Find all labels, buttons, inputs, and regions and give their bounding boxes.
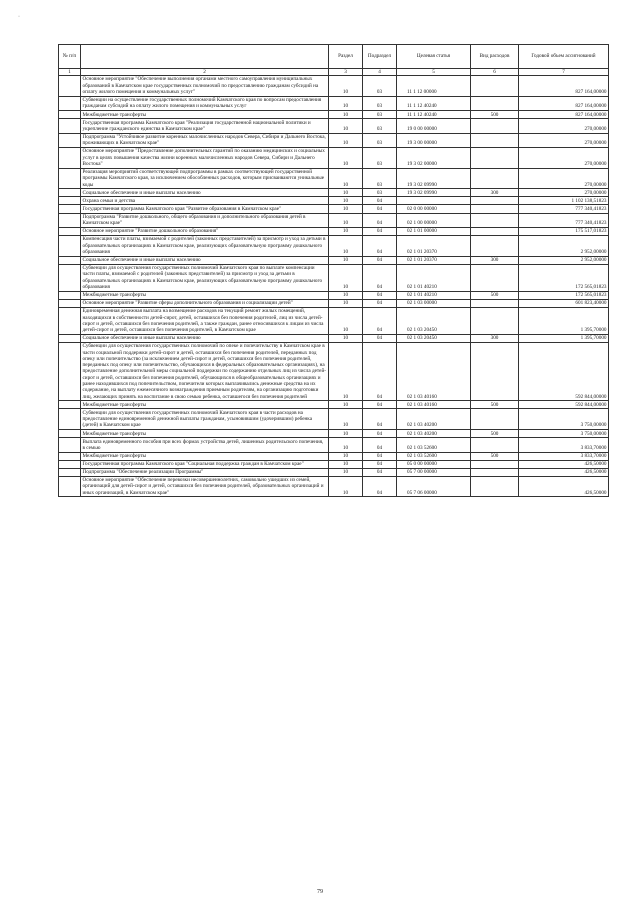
cell-sum: 2 952,00000 [519, 235, 609, 256]
cell-num [59, 401, 81, 409]
cell-sum: 1 102 138,51823 [519, 197, 609, 205]
cell-csr: 05 7 06 00000 [397, 476, 471, 497]
cell-num [59, 299, 81, 307]
cell-razdel: 10 [329, 438, 363, 452]
cell-name: Выплата единовременного пособия при всех формах устройства детей, лишенных родительского попечения, в семью [81, 438, 329, 452]
cell-csr: 19 3 02 09990 [397, 189, 471, 197]
cell-razdel: 10 [329, 147, 363, 168]
cell-name: Основное мероприятие "Развитие сферы дополнительного образования и социализации детей" [81, 299, 329, 307]
cell-csr: 02 1 00 00000 [397, 213, 471, 227]
cell-name: Межбюджетные трансферты [81, 291, 329, 299]
cell-razdel: 10 [329, 205, 363, 213]
cell-razdel: 10 [329, 111, 363, 119]
cell-sum: 1 395,70000 [519, 334, 609, 342]
table-row [59, 460, 609, 468]
cell-razdel: 10 [329, 256, 363, 264]
cell-vr: 300 [471, 189, 519, 197]
cell-num [59, 468, 81, 476]
table-row [59, 256, 609, 264]
table-row [59, 111, 609, 119]
cell-name: Подпрограмма "Обеспечение реализации Программы" [81, 468, 329, 476]
cell-csr: 02 1 01 40210 [397, 264, 471, 291]
cell-vr [471, 119, 519, 133]
cell-csr: 19 3 02 09990 [397, 168, 471, 189]
cell-podrazdel: 04 [363, 197, 397, 205]
table-row [59, 76, 609, 97]
table-row [59, 430, 609, 438]
budget-table-sheet [58, 44, 608, 497]
cell-sum: 3 833,70000 [519, 438, 609, 452]
table-row [59, 213, 609, 227]
cell-sum: 2 952,00000 [519, 256, 609, 264]
header-vr: Вид расходов [471, 45, 519, 69]
cell-csr: 11 1 12 40240 [397, 96, 471, 110]
table-row [59, 334, 609, 342]
table-row [59, 401, 609, 409]
cell-name: Основное мероприятие "Обеспечение перевозки несовершеннолетних, самовольно ушедших из семей, организаций для детей-сирот и детей, оставшихся без попечения родителей, образовательных организаций и иных организаций, в Камчатском крае" [81, 476, 329, 497]
cell-podrazdel: 03 [363, 111, 397, 119]
cell-sum: 270,00000 [519, 119, 609, 133]
cell-num [59, 307, 81, 334]
table-row [59, 119, 609, 133]
cell-name: Социальное обеспечение и иные выплаты населению [81, 189, 329, 197]
cell-razdel: 10 [329, 119, 363, 133]
cell-sum: 172 565,01823 [519, 264, 609, 291]
cell-num [59, 189, 81, 197]
table-row [59, 307, 609, 334]
col-index: 1 [59, 68, 81, 75]
cell-sum: 777 340,41823 [519, 205, 609, 213]
cell-name: Социальное обеспечение и иные выплаты населению [81, 256, 329, 264]
cell-csr: 02 1 03 40160 [397, 342, 471, 400]
cell-podrazdel: 04 [363, 235, 397, 256]
cell-razdel: 10 [329, 342, 363, 400]
cell-podrazdel: 03 [363, 168, 397, 189]
cell-name: Единовременная денежная выплата на возмещение расходов на текущий ремонт жилых помещений, находящихся в собственности детей-сирот, детей, оставшихся без попечения родителей, лиц из числа детей-сирот и детей, оставшихся без попечения родителей, а также граждан, ранее относившихся к лицам из числа детей-сирот и детей, оставшихся без попечения родителей, в Камчатском крае [81, 307, 329, 334]
cell-vr [471, 205, 519, 213]
cell-csr: 19 3 00 00000 [397, 133, 471, 147]
cell-csr: 02 1 03 00000 [397, 299, 471, 307]
cell-sum: 827 164,00000 [519, 111, 609, 119]
cell-vr [471, 476, 519, 497]
cell-num [59, 476, 81, 497]
table-row [59, 476, 609, 497]
cell-name: Реализация мероприятий соответствующей подпрограммы в рамках соответствующей государственной программы Камчатского края, за исключением обособленных расходов, которым присваиваются уникальные коды [81, 168, 329, 189]
cell-name: Субвенции для осуществления государственных полномочий по опеке и попечительству в Камчатском крае в части социальной поддержки детей-сирот и детей, оставшихся без попечения родителей, переданных под опеку или попечительство (за исключением детей-сирот и детей, оставшихся без попечения родителей, переданных под опеку или попечительство, обучающихся в федеральных образовательных организациях), на предоставление дополнительной меры социальной поддержки по содержанию отдельных лиц из числа детей-сирот и детей, оставшихся без попечения родителей, обучающихся в общеобразовательных организациях и ранее находившихся под попечительством, попечители которых выплачивались денежные средства на их содержание, на выплату ежемесячного вознаграждения приемным родителям, на организацию подготовки лиц, желающих принять на воспитание в свою семью ребенка, оставшегося без попечения родителей [81, 342, 329, 400]
col-index: 3 [329, 68, 363, 75]
cell-vr [471, 299, 519, 307]
cell-podrazdel: 04 [363, 291, 397, 299]
cell-razdel: 10 [329, 76, 363, 97]
cell-vr [471, 460, 519, 468]
cell-razdel: 10 [329, 307, 363, 334]
cell-name: Государственная программа Камчатского края "Социальная поддержка граждан в Камчатском крае" [81, 460, 329, 468]
cell-sum: 175 517,01823 [519, 227, 609, 235]
header-sum: Годовой объем ассигнований [519, 45, 609, 69]
cell-podrazdel: 04 [363, 468, 397, 476]
cell-num [59, 334, 81, 342]
cell-sum: 592 844,00000 [519, 342, 609, 400]
cell-razdel: 10 [329, 96, 363, 110]
table-row [59, 438, 609, 452]
table-row [59, 189, 609, 197]
cell-num [59, 147, 81, 168]
cell-podrazdel: 04 [363, 430, 397, 438]
cell-num [59, 235, 81, 256]
cell-csr: 02 1 03 52600 [397, 452, 471, 460]
table-row [59, 264, 609, 291]
cell-csr: 05 0 00 00000 [397, 460, 471, 468]
cell-vr [471, 227, 519, 235]
cell-num [59, 438, 81, 452]
cell-podrazdel: 03 [363, 189, 397, 197]
cell-csr: 19 3 02 00000 [397, 147, 471, 168]
table-row [59, 197, 609, 205]
cell-vr [471, 409, 519, 430]
col-index: 5 [397, 68, 471, 75]
page-number: 79 [317, 889, 323, 895]
cell-name: Субвенции для осуществления государственных полномочий Камчатского края в части расходов на предоставление единовременной денежной выплаты гражданам, усыновившим (удочерившим) ребенка (детей) в Камчатском крае [81, 409, 329, 430]
cell-vr [471, 342, 519, 400]
header-num: № п/п [59, 45, 81, 69]
cell-csr: 02 1 03 52600 [397, 438, 471, 452]
cell-num [59, 76, 81, 97]
cell-csr: 02 1 01 20370 [397, 256, 471, 264]
cell-razdel: 10 [329, 334, 363, 342]
cell-csr: 02 0 00 00000 [397, 205, 471, 213]
cell-num [59, 291, 81, 299]
cell-vr: 500 [471, 452, 519, 460]
header-name [81, 45, 329, 69]
cell-razdel: 10 [329, 468, 363, 476]
cell-num [59, 119, 81, 133]
table-row [59, 133, 609, 147]
cell-name: Подпрограмма "Развитие дошкольного, общего образования и дополнительного образования детей в Камчатском крае" [81, 213, 329, 227]
table-row [59, 342, 609, 400]
cell-num [59, 96, 81, 110]
cell-sum: 827 164,00000 [519, 96, 609, 110]
table-row [59, 168, 609, 189]
cell-csr [397, 197, 471, 205]
cell-vr [471, 147, 519, 168]
cell-razdel: 10 [329, 168, 363, 189]
cell-name: Основное мероприятие "Предоставление дополнительных гарантий по оказанию медицинских и социальных услуг в целях повышения качества жизни коренных малочисленных народов Севера, Сибири и Дальнего Востока" [81, 147, 329, 168]
cell-vr [471, 168, 519, 189]
cell-num [59, 342, 81, 400]
cell-razdel: 10 [329, 213, 363, 227]
cell-num [59, 409, 81, 430]
cell-num [59, 452, 81, 460]
table-row [59, 235, 609, 256]
cell-name: Межбюджетные трансферты [81, 430, 329, 438]
cell-vr [471, 264, 519, 291]
cell-num [59, 256, 81, 264]
col-index: 4 [363, 68, 397, 75]
cell-sum: 426,50000 [519, 460, 609, 468]
cell-vr [471, 76, 519, 97]
cell-vr: 300 [471, 256, 519, 264]
cell-podrazdel: 03 [363, 96, 397, 110]
cell-name: Государственная программа Камчатского края "Развитие образования в Камчатском крае" [81, 205, 329, 213]
cell-vr [471, 307, 519, 334]
cell-csr: 02 1 01 00000 [397, 227, 471, 235]
cell-sum: 3 750,00000 [519, 430, 609, 438]
cell-podrazdel: 04 [363, 460, 397, 468]
cell-razdel: 10 [329, 430, 363, 438]
col-index: 7 [519, 68, 609, 75]
table-row [59, 227, 609, 235]
cell-csr: 02 1 01 20370 [397, 235, 471, 256]
cell-vr [471, 133, 519, 147]
cell-podrazdel: 04 [363, 438, 397, 452]
cell-csr: 02 1 03 20450 [397, 307, 471, 334]
cell-csr: 11 1 12 40240 [397, 111, 471, 119]
cell-csr: 02 1 03 20450 [397, 334, 471, 342]
cell-vr: 500 [471, 291, 519, 299]
cell-name: Социальное обеспечение и иные выплаты населению [81, 334, 329, 342]
table-row [59, 468, 609, 476]
cell-podrazdel: 03 [363, 119, 397, 133]
cell-podrazdel: 04 [363, 334, 397, 342]
cell-csr: 02 1 01 40210 [397, 291, 471, 299]
column-index-row [59, 68, 609, 75]
cell-num [59, 227, 81, 235]
cell-name: Основное мероприятие "Обеспечение выполнения органами местного самоуправления муниципальных образований в Камчатском крае государственных полномочий по предоставлению гражданам субсидий на оплату жилого помещения и коммунальных услуг" [81, 76, 329, 97]
cell-sum: 172 565,01823 [519, 291, 609, 299]
cell-num [59, 213, 81, 227]
cell-csr: 02 1 03 40200 [397, 409, 471, 430]
cell-name: Межбюджетные трансферты [81, 111, 329, 119]
cell-sum: 1 395,70000 [519, 307, 609, 334]
table-header-row [59, 45, 609, 69]
cell-name: Охрана семьи и детства [81, 197, 329, 205]
col-index: 6 [471, 68, 519, 75]
cell-num [59, 197, 81, 205]
cell-vr: 500 [471, 111, 519, 119]
cell-csr: 19 0 00 00000 [397, 119, 471, 133]
cell-podrazdel: 04 [363, 401, 397, 409]
cell-podrazdel: 04 [363, 409, 397, 430]
cell-vr: 300 [471, 334, 519, 342]
cell-razdel: 10 [329, 460, 363, 468]
cell-sum: 270,00000 [519, 147, 609, 168]
cell-podrazdel: 04 [363, 256, 397, 264]
cell-sum: 426,50000 [519, 476, 609, 497]
table-row [59, 452, 609, 460]
cell-vr [471, 235, 519, 256]
header-csr: Целевая статья [397, 45, 471, 69]
cell-podrazdel: 04 [363, 307, 397, 334]
cell-sum: 3 833,70000 [519, 452, 609, 460]
cell-name: Компенсация части платы, взимаемой с родителей (законных представителей) за присмотр и уход за детьми в образовательных организациях в Камчатском крае, реализующих образовательную программу дошкольного образования [81, 235, 329, 256]
cell-num [59, 460, 81, 468]
cell-sum: 270,00000 [519, 189, 609, 197]
cell-csr: 02 1 03 40200 [397, 430, 471, 438]
cell-csr: 02 1 03 40160 [397, 401, 471, 409]
table-row [59, 291, 609, 299]
cell-name: Субвенции для осуществления государственных полномочий Камчатского края по выплате компенсации части платы, взимаемой с родителей (законных представителей) за присмотр и уход за детьми в образовательных организациях в Камчатском крае, реализующих образовательную программу дошкольного образования [81, 264, 329, 291]
cell-podrazdel: 04 [363, 342, 397, 400]
cell-vr [471, 96, 519, 110]
cell-sum: 3 750,00000 [519, 409, 609, 430]
cell-name: Подпрограмма "Устойчивое развитие коренных малочисленных народов Севера, Сибири и Дальнего Востока, проживающих в Камчатском крае" [81, 133, 329, 147]
cell-sum: 270,00000 [519, 133, 609, 147]
table-body [59, 76, 609, 497]
cell-razdel: 10 [329, 133, 363, 147]
cell-csr: 05 7 00 00000 [397, 468, 471, 476]
cell-name: Основное мероприятие "Развитие дошкольного образования" [81, 227, 329, 235]
cell-podrazdel: 04 [363, 227, 397, 235]
cell-podrazdel: 04 [363, 213, 397, 227]
cell-name: Государственная программа Камчатского края "Реализация государственной национальной политики и укрепление гражданского единства в Камчатском крае" [81, 119, 329, 133]
cell-num [59, 111, 81, 119]
table-row [59, 147, 609, 168]
cell-razdel: 10 [329, 189, 363, 197]
header-razdel: Раздел [329, 45, 363, 69]
header-podrazdel: Подраздел [363, 45, 397, 69]
col-index: 2 [81, 68, 329, 75]
cell-sum: 601 823,40000 [519, 299, 609, 307]
cell-num [59, 133, 81, 147]
cell-podrazdel: 04 [363, 264, 397, 291]
cell-num [59, 168, 81, 189]
cell-csr: 11 1 12 00000 [397, 76, 471, 97]
cell-num [59, 205, 81, 213]
cell-vr: 500 [471, 430, 519, 438]
cell-sum: 270,00000 [519, 168, 609, 189]
cell-sum: 426,50000 [519, 468, 609, 476]
cell-razdel: 10 [329, 235, 363, 256]
table-row [59, 96, 609, 110]
table-row [59, 205, 609, 213]
corner-mark: · [18, 14, 20, 20]
table-row [59, 299, 609, 307]
cell-razdel: 10 [329, 227, 363, 235]
cell-vr [471, 468, 519, 476]
cell-podrazdel: 04 [363, 205, 397, 213]
cell-vr [471, 438, 519, 452]
cell-sum: 592 844,00000 [519, 401, 609, 409]
cell-num [59, 430, 81, 438]
cell-name: Межбюджетные трансферты [81, 401, 329, 409]
table-row [59, 409, 609, 430]
cell-razdel: 10 [329, 291, 363, 299]
cell-razdel: 10 [329, 409, 363, 430]
cell-num [59, 264, 81, 291]
cell-razdel: 10 [329, 197, 363, 205]
cell-podrazdel: 03 [363, 76, 397, 97]
cell-sum: 827 164,00000 [519, 76, 609, 97]
cell-podrazdel: 03 [363, 147, 397, 168]
cell-podrazdel: 03 [363, 133, 397, 147]
cell-name: Субвенции на осуществление государственных полномочий Камчатского края по вопросам предоставления гражданам субсидий на оплату жилого помещения и коммунальных услуг [81, 96, 329, 110]
cell-sum: 777 340,41823 [519, 213, 609, 227]
cell-razdel: 10 [329, 452, 363, 460]
cell-name: Межбюджетные трансферты [81, 452, 329, 460]
cell-razdel: 10 [329, 264, 363, 291]
cell-razdel: 10 [329, 401, 363, 409]
cell-vr [471, 213, 519, 227]
cell-podrazdel: 04 [363, 476, 397, 497]
cell-razdel: 10 [329, 476, 363, 497]
cell-vr: 500 [471, 401, 519, 409]
cell-podrazdel: 04 [363, 299, 397, 307]
cell-razdel: 10 [329, 299, 363, 307]
budget-table [58, 44, 609, 497]
cell-vr [471, 197, 519, 205]
cell-podrazdel: 04 [363, 452, 397, 460]
